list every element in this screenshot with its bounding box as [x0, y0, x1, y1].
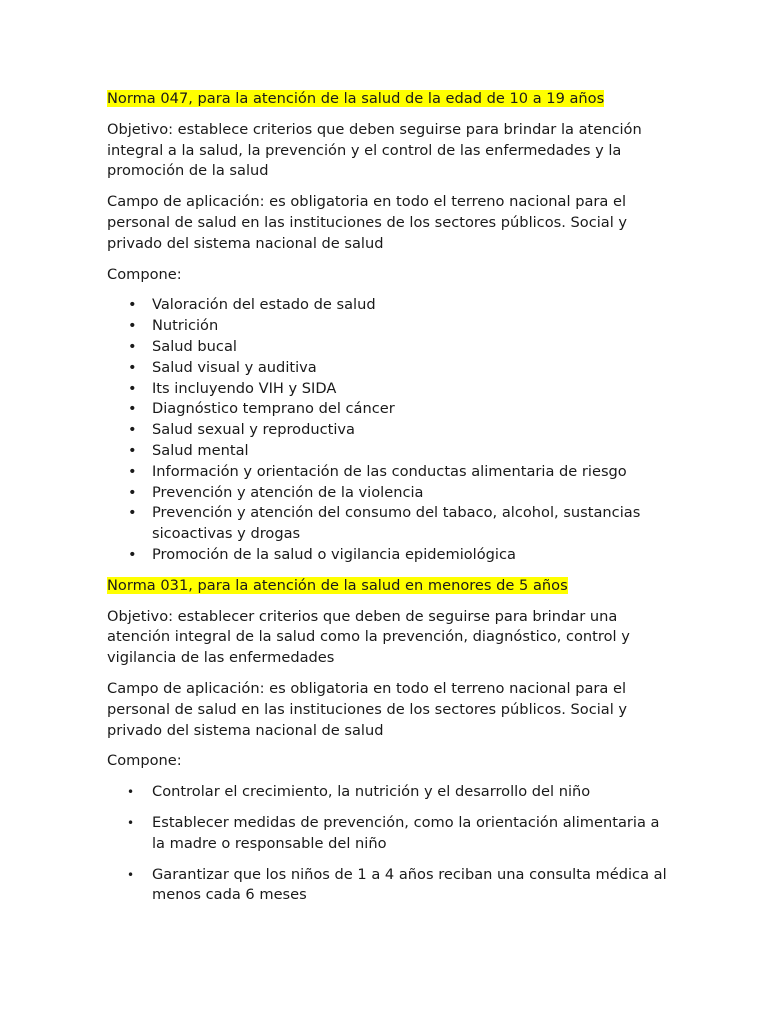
- list-item: • Salud visual y auditiva: [107, 358, 667, 379]
- bullet-icon: •: [128, 317, 137, 335]
- list-item: • Valoración del estado de salud: [107, 295, 667, 316]
- list-item: • Prevención y atención del consumo del tabaco, alcohol, sustancias sicoactivas y drogas: [128, 504, 641, 543]
- bullet-icon: •: [128, 545, 137, 563]
- bullet-icon: •: [128, 400, 137, 418]
- bullet-icon: •: [128, 379, 137, 397]
- compone-label: Compone:: [107, 752, 182, 770]
- bullet-icon: •: [127, 815, 135, 830]
- scope-paragraph: Campo de aplicación: es obligatoria en todo el terreno nacional para el personal de salud en las instituciones de los sectores públicos. Social y privado del sistema nacional de salud: [107, 679, 628, 739]
- highlighted-title: Norma 031, para la atención de la salud en menores de 5 años: [107, 576, 568, 594]
- objective-paragraph: Objetivo: establece criterios que deben seguirse para brindar la atención integral a la salud, la prevención y el control de las enfermedades y la promoción de la salud: [107, 120, 642, 180]
- bullet-icon: •: [127, 785, 135, 800]
- bullet-icon: •: [128, 462, 137, 480]
- bullet-icon: •: [127, 867, 135, 882]
- bullet-icon: •: [128, 296, 137, 314]
- components-list: [107, 295, 667, 565]
- list-item: • Establecer medidas de prevención, como la orientación alimentaria a la madre o responsable del niño: [127, 813, 660, 852]
- list-item: • Salud sexual y reproductiva: [107, 420, 667, 441]
- section-heading: [107, 576, 667, 597]
- section-heading: [107, 89, 667, 110]
- components-list: [107, 782, 667, 906]
- bullet-icon: •: [128, 483, 137, 501]
- highlighted-title: Norma 047, para la atención de la salud de la edad de 10 a 19 años: [107, 90, 605, 107]
- list-item: • Prevención y atención de la violencia: [107, 483, 667, 504]
- list-item: • Diagnóstico temprano del cáncer: [107, 399, 667, 420]
- scope-paragraph: Campo de aplicación: es obligatoria en todo el terreno nacional para el personal de salud en las instituciones de los sectores públicos. Social y privado del sistema nacional de salud: [107, 193, 628, 252]
- objective-paragraph: Objetivo: establecer criterios que deben de seguirse para brindar una atención integral de la salud como la prevención, diagnóstico, control y vigilancia de las enfermedades: [107, 607, 630, 667]
- bullet-icon: •: [128, 441, 137, 459]
- bullet-icon: •: [128, 358, 137, 376]
- list-item: • Salud bucal: [107, 337, 667, 358]
- list-item: • Nutrición: [107, 316, 667, 337]
- list-item: • Garantizar que los niños de 1 a 4 años reciban una consulta médica al menos cada 6 meses: [127, 865, 667, 904]
- list-item: • Promoción de la salud o vigilancia epidemiológica: [107, 545, 667, 566]
- document-page: [107, 89, 667, 916]
- list-item: • Salud mental: [107, 441, 667, 462]
- compone-label: Compone:: [107, 265, 182, 283]
- bullet-icon: •: [128, 504, 137, 522]
- list-item: • Controlar el crecimiento, la nutrición y el desarrollo del niño: [107, 782, 667, 803]
- list-item: • Información y orientación de las conductas alimentaria de riesgo: [107, 462, 667, 483]
- bullet-icon: •: [128, 337, 137, 355]
- bullet-icon: •: [128, 421, 137, 439]
- list-item: • Its incluyendo VIH y SIDA: [107, 379, 667, 400]
